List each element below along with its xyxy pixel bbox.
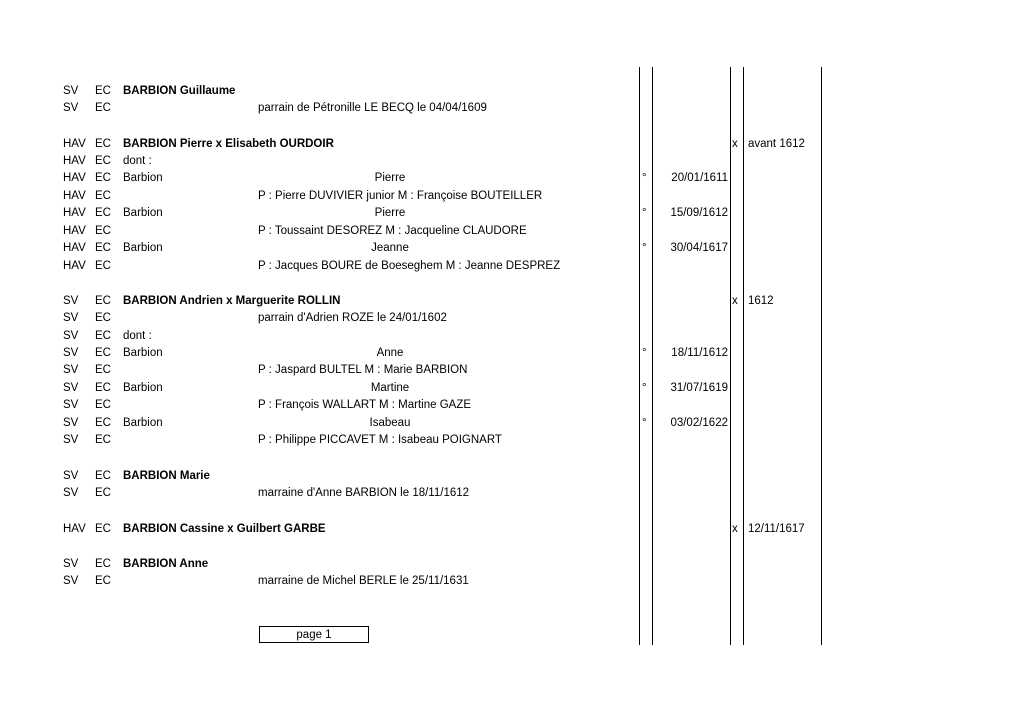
parish-cell: HAV — [63, 155, 86, 167]
parish-cell: HAV — [63, 138, 86, 150]
record-row — [0, 188, 1024, 205]
source-cell: EC — [95, 138, 111, 150]
source-cell: EC — [95, 155, 111, 167]
parish-cell: SV — [63, 558, 79, 570]
parish-cell: SV — [63, 417, 79, 429]
name-cell: BARBION Pierre x Elisabeth OURDOIR — [123, 138, 334, 150]
baptism-date: 31/07/1619 — [670, 382, 728, 394]
source-cell: EC — [95, 190, 111, 202]
parish-cell: SV — [63, 382, 79, 394]
baptism-mark: ° — [642, 382, 647, 394]
name-cell: Barbion — [123, 417, 163, 429]
record-row — [0, 310, 1024, 327]
parish-cell: SV — [63, 470, 79, 482]
marriage-date: 12/11/1617 — [748, 523, 805, 535]
record-row — [0, 485, 1024, 502]
parish-cell: HAV — [63, 225, 86, 237]
parish-cell: SV — [63, 312, 79, 324]
name-cell: Barbion — [123, 347, 163, 359]
marriage-date: avant 1612 — [748, 138, 805, 150]
name-cell: BARBION Cassine x Guilbert GARBE — [123, 523, 326, 535]
parish-cell: SV — [63, 347, 79, 359]
source-cell: EC — [95, 399, 111, 411]
record-row — [0, 468, 1024, 485]
parish-cell: HAV — [63, 523, 86, 535]
parish-cell: SV — [63, 364, 79, 376]
first-name-cell: Isabeau — [369, 417, 411, 429]
source-cell: EC — [95, 417, 111, 429]
parish-cell: HAV — [63, 172, 86, 184]
record-row — [0, 573, 1024, 590]
source-cell: EC — [95, 172, 111, 184]
source-cell: EC — [95, 487, 111, 499]
source-cell: EC — [95, 364, 111, 376]
page-number-box — [259, 626, 369, 643]
name-cell: BARBION Guillaume — [123, 85, 236, 97]
source-cell: EC — [95, 225, 111, 237]
first-name-cell: Anne — [376, 347, 404, 359]
parish-cell: SV — [63, 575, 79, 587]
baptism-date: 18/11/1612 — [671, 347, 728, 359]
source-cell: EC — [95, 382, 111, 394]
description-cell: P : Pierre DUVIVIER junior M : Françoise BOUTEILLER — [258, 190, 543, 202]
source-cell: EC — [95, 434, 111, 446]
description-cell: P : Toussaint DESOREZ M : Jacqueline CLAUDORE — [258, 225, 527, 237]
description-cell: marraine de Michel BERLE le 25/11/1631 — [258, 575, 469, 587]
name-cell: Barbion — [123, 382, 163, 394]
first-name-cell: Pierre — [374, 172, 406, 184]
record-row — [0, 415, 1024, 432]
parish-cell: SV — [63, 487, 79, 499]
name-cell: Barbion — [123, 172, 163, 184]
description-cell: marraine d'Anne BARBION le 18/11/1612 — [258, 487, 470, 499]
parish-cell: SV — [63, 399, 79, 411]
baptism-date: 15/09/1612 — [670, 207, 728, 219]
name-cell: BARBION Anne — [123, 558, 209, 570]
source-cell: EC — [95, 295, 111, 307]
source-cell: EC — [95, 558, 111, 570]
record-row — [0, 223, 1024, 240]
description-cell: P : Jacques BOURE de Boeseghem M : Jeanne DESPREZ — [258, 260, 561, 272]
baptism-mark: ° — [642, 347, 647, 359]
marriage-mark: x — [732, 295, 738, 307]
record-row — [0, 153, 1024, 170]
record-row — [0, 380, 1024, 397]
source-cell: EC — [95, 470, 111, 482]
source-cell: EC — [95, 575, 111, 587]
source-cell: EC — [95, 207, 111, 219]
description-cell: P : François WALLART M : Martine GAZE — [258, 399, 472, 411]
parish-cell: HAV — [63, 190, 86, 202]
record-row — [0, 556, 1024, 573]
parish-cell: SV — [63, 295, 79, 307]
parish-cell: HAV — [63, 260, 86, 272]
parish-cell: HAV — [63, 207, 86, 219]
record-row — [0, 293, 1024, 310]
name-cell: dont : — [123, 155, 152, 167]
baptism-date: 30/04/1617 — [670, 242, 728, 254]
record-row — [0, 240, 1024, 257]
source-cell: EC — [95, 312, 111, 324]
first-name-cell: Jeanne — [371, 242, 409, 254]
source-cell: EC — [95, 242, 111, 254]
marriage-mark: x — [732, 138, 738, 150]
baptism-mark: ° — [642, 207, 647, 219]
record-row — [0, 258, 1024, 275]
description-cell: parrain d'Adrien ROZE le 24/01/1602 — [258, 312, 447, 324]
source-cell: EC — [95, 260, 111, 272]
record-row — [0, 136, 1024, 153]
page-label: page 1 — [296, 629, 332, 641]
baptism-mark: ° — [642, 242, 647, 254]
name-cell: Barbion — [123, 207, 163, 219]
record-row — [0, 205, 1024, 222]
name-cell: dont : — [123, 330, 152, 342]
source-cell: EC — [95, 523, 111, 535]
source-cell: EC — [95, 85, 111, 97]
record-row — [0, 100, 1024, 117]
name-cell: BARBION Marie — [123, 470, 210, 482]
name-cell: Barbion — [123, 242, 163, 254]
source-cell: EC — [95, 347, 111, 359]
marriage-date: 1612 — [748, 295, 774, 307]
baptism-date: 03/02/1622 — [670, 417, 728, 429]
marriage-mark: x — [732, 523, 738, 535]
baptism-date: 20/01/1611 — [671, 172, 728, 184]
parish-cell: SV — [63, 434, 79, 446]
baptism-mark: ° — [642, 417, 647, 429]
record-row — [0, 170, 1024, 187]
parish-cell: SV — [63, 85, 79, 97]
description-cell: P : Philippe PICCAVET M : Isabeau POIGNART — [258, 434, 502, 446]
baptism-mark: ° — [642, 172, 647, 184]
record-row — [0, 432, 1024, 449]
name-cell: BARBION Andrien x Marguerite ROLLIN — [123, 295, 341, 307]
first-name-cell: Pierre — [374, 207, 406, 219]
source-cell: EC — [95, 330, 111, 342]
record-row — [0, 397, 1024, 414]
parish-cell: SV — [63, 330, 79, 342]
parish-cell: HAV — [63, 242, 86, 254]
record-row — [0, 362, 1024, 379]
source-cell: EC — [95, 102, 111, 114]
description-cell: parrain de Pétronille LE BECQ le 04/04/1609 — [258, 102, 487, 114]
record-row — [0, 83, 1024, 100]
parish-cell: SV — [63, 102, 79, 114]
record-row — [0, 328, 1024, 345]
first-name-cell: Martine — [370, 382, 410, 394]
record-row — [0, 345, 1024, 362]
description-cell: P : Jaspard BULTEL M : Marie BARBION — [258, 364, 468, 376]
record-row — [0, 521, 1024, 538]
